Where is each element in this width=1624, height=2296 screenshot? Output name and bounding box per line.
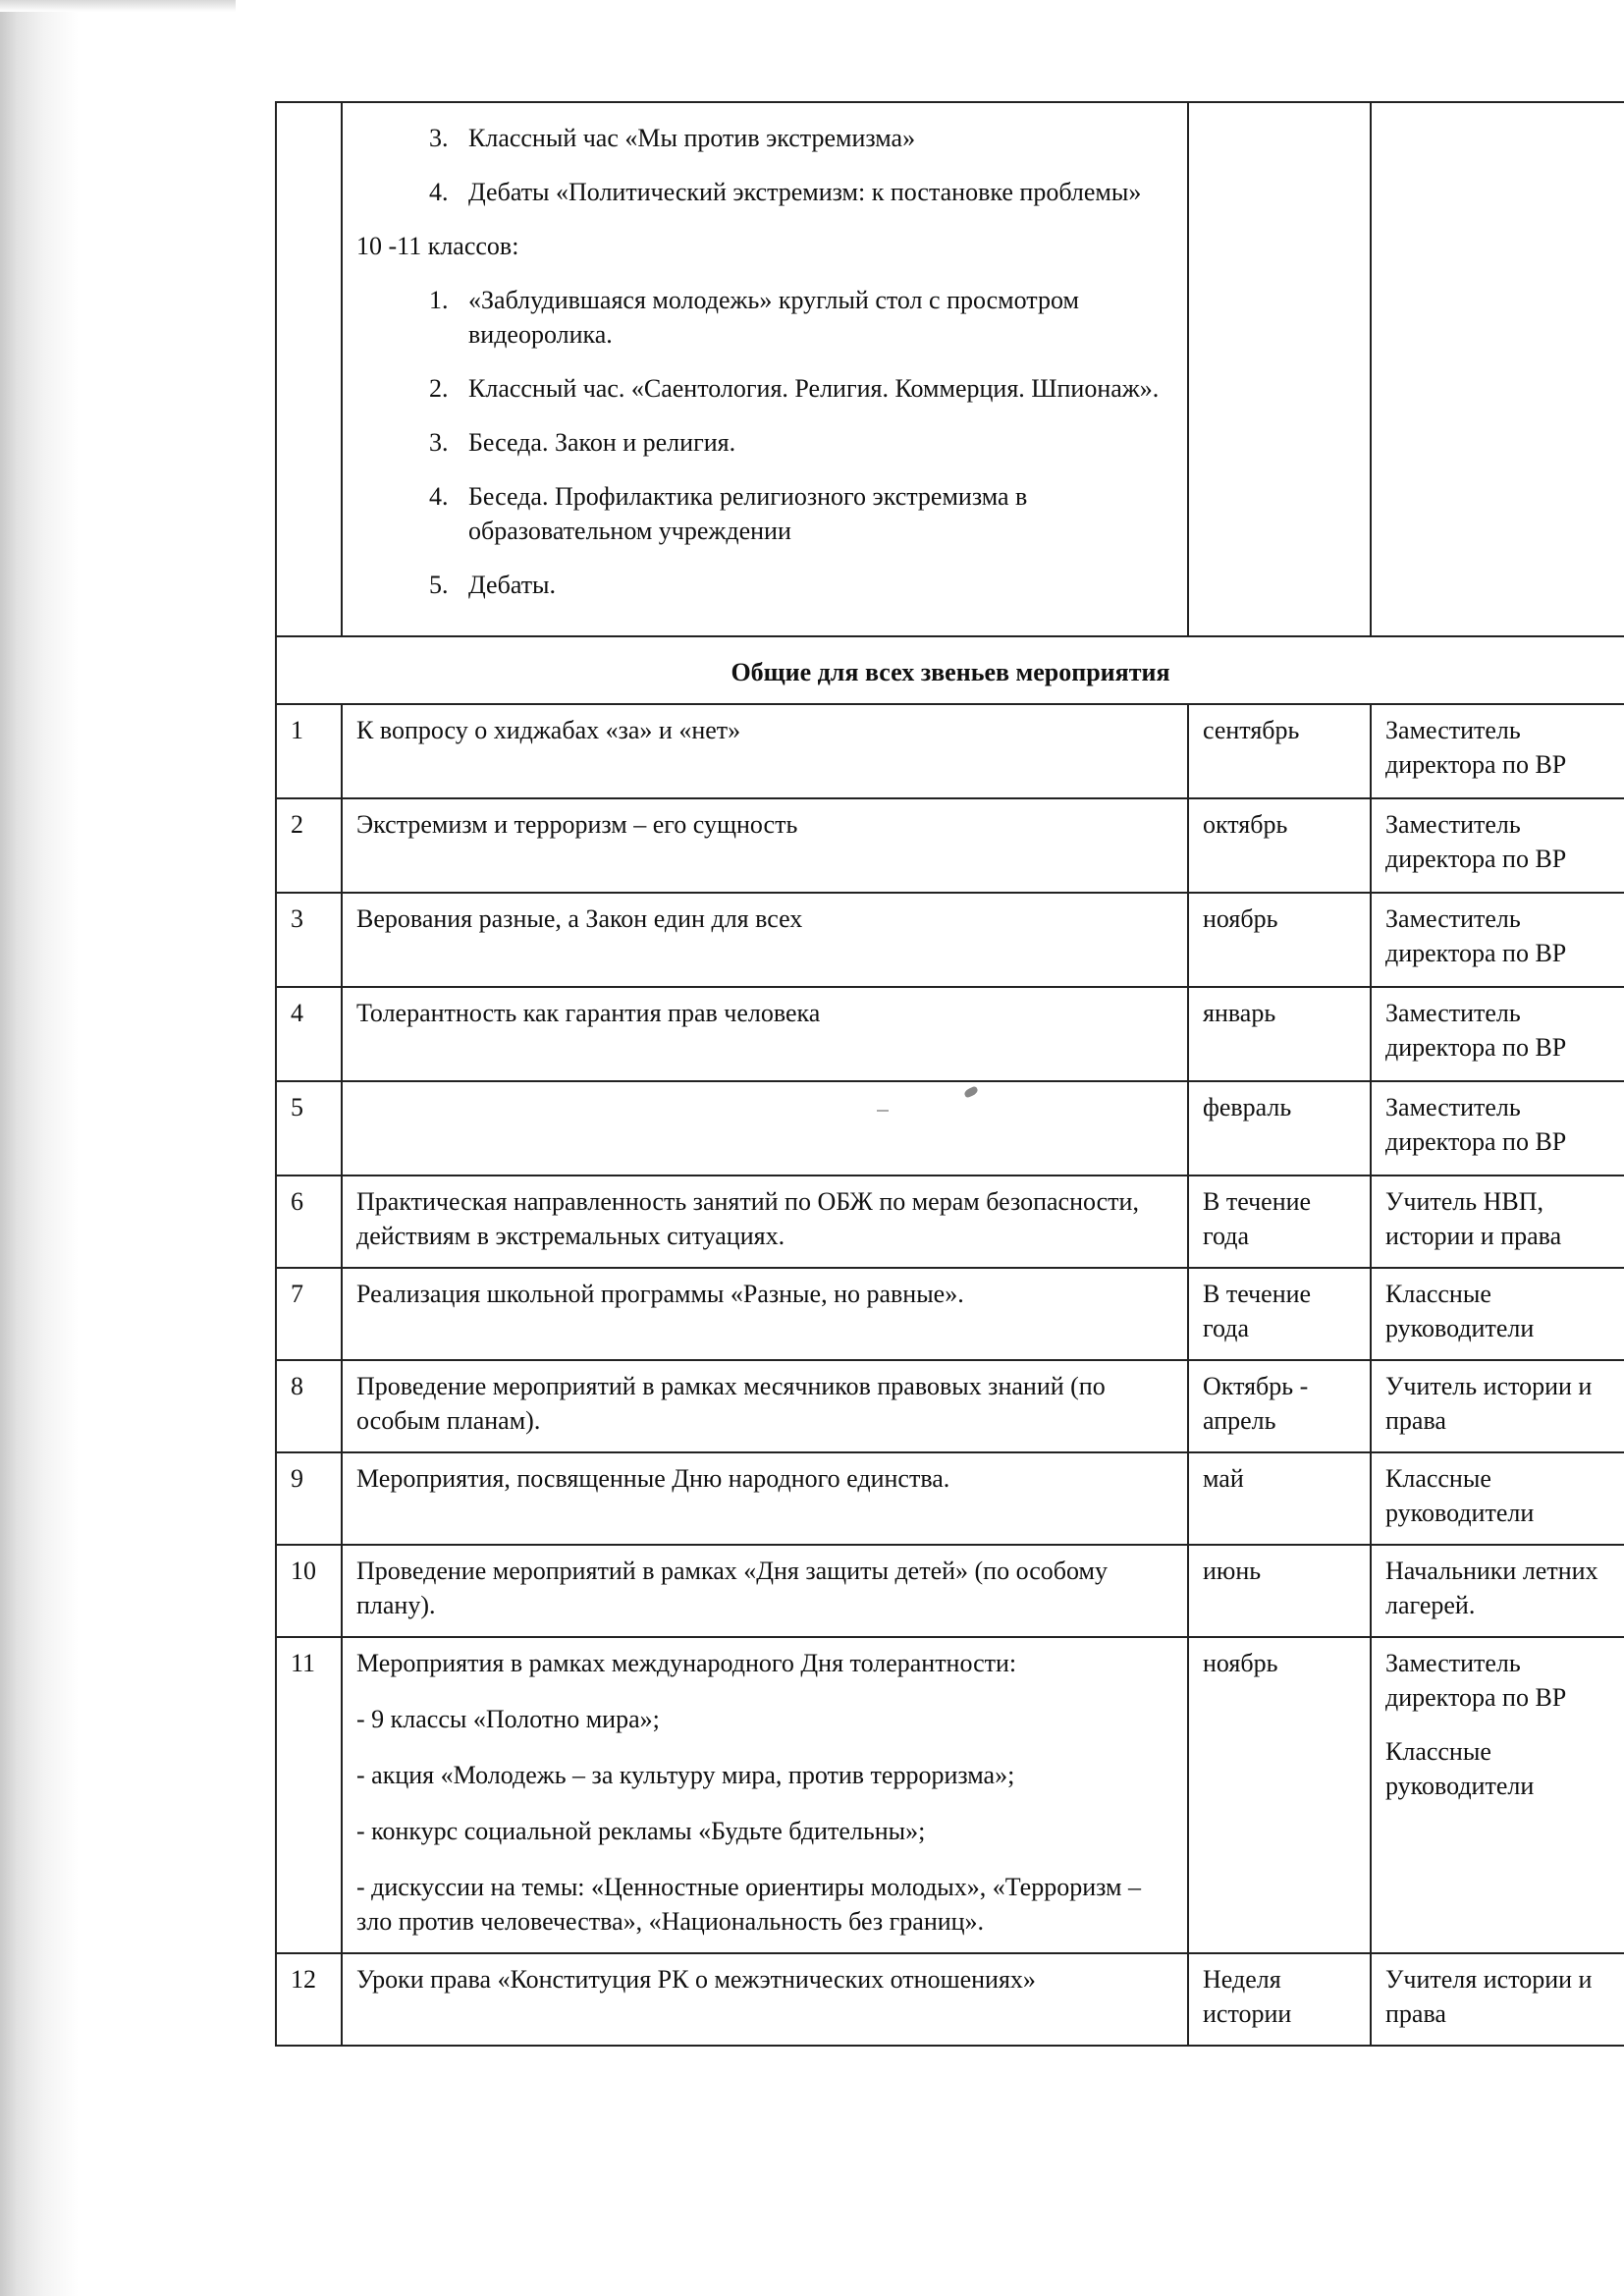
responsible-person: Классные руководители bbox=[1371, 1268, 1624, 1360]
event-list-b bbox=[356, 283, 1173, 602]
section-heading: Общие для всех звеньев мероприятия bbox=[276, 636, 1624, 704]
list-item: 3. Беседа. Закон и религия. bbox=[455, 425, 1173, 460]
event-date: октябрь bbox=[1188, 798, 1371, 893]
event-date: Октябрь - апрель bbox=[1188, 1360, 1371, 1452]
table-row bbox=[276, 987, 1624, 1081]
list-item: 1. «Заблудившаяся молодежь» круглый стол с просмотром видеоролика. bbox=[455, 283, 1173, 352]
list-item: 3. Классный час «Мы против экстремизма» bbox=[455, 121, 1173, 155]
event-date: В течение года bbox=[1188, 1175, 1371, 1268]
responsible-person: Начальники летних лагерей. bbox=[1371, 1545, 1624, 1637]
responsible-person: Заместитель директора по ВР bbox=[1371, 704, 1624, 798]
event-text: Экстремизм и терроризм – его сущность bbox=[342, 798, 1188, 893]
table-row bbox=[276, 1268, 1624, 1360]
event-date: май bbox=[1188, 1452, 1371, 1545]
event-text: Мероприятия, посвященные Дню народного единства. bbox=[342, 1452, 1188, 1545]
scan-artifact bbox=[877, 1110, 889, 1112]
event-paragraph: - акция «Молодежь – за культуру мира, против терроризма»; bbox=[356, 1761, 1015, 1789]
responsible-person: Заместитель директора по ВР bbox=[1371, 987, 1624, 1081]
event-date: Неделя истории bbox=[1188, 1953, 1371, 2046]
row-number: 4 bbox=[276, 987, 342, 1081]
table-row bbox=[276, 1637, 1624, 1953]
responsible-person: Классные руководители bbox=[1371, 1452, 1624, 1545]
event-date: июнь bbox=[1188, 1545, 1371, 1637]
responsible-person: Заместитель директора по ВР bbox=[1385, 1649, 1567, 1712]
event-text: Практическая направленность занятий по ОБЖ по мерам безопасности, действиям в экстремальных ситуациях. bbox=[342, 1175, 1188, 1268]
event-paragraph: - дискуссии на темы: «Ценностные ориентиры молодых», «Терроризм – зло против человечества», «Национальность без границ». bbox=[356, 1873, 1141, 1936]
event-text bbox=[342, 1081, 1188, 1175]
event-paragraph: - конкурс социальной рекламы «Будьте бдительны»; bbox=[356, 1817, 926, 1845]
responsible-person: Учитель истории и права bbox=[1371, 1360, 1624, 1452]
event-text: Реализация школьной программы «Разные, но равные». bbox=[342, 1268, 1188, 1360]
list-item: 4. Беседа. Профилактика религиозного экстремизма в образовательном учреждении bbox=[455, 479, 1173, 548]
responsible-person: Заместитель директора по ВР bbox=[1371, 893, 1624, 987]
table-row bbox=[276, 1175, 1624, 1268]
responsible-person: Классные руководители bbox=[1385, 1737, 1535, 1800]
row-number: 3 bbox=[276, 893, 342, 987]
row-number: 11 bbox=[276, 1637, 342, 1953]
table-row-continuation bbox=[276, 102, 1624, 636]
event-date: В течение года bbox=[1188, 1268, 1371, 1360]
row-number: 5 bbox=[276, 1081, 342, 1175]
event-paragraph: - 9 классы «Полотно мира»; bbox=[356, 1705, 660, 1733]
responsible-person: Заместитель директора по ВР bbox=[1371, 798, 1624, 893]
responsible-person: Заместитель директора по ВР bbox=[1371, 1081, 1624, 1175]
event-text: Проведение мероприятий в рамках «Дня защиты детей» (по особому плану). bbox=[342, 1545, 1188, 1637]
row-number: 9 bbox=[276, 1452, 342, 1545]
table-row bbox=[276, 704, 1624, 798]
row-number: 2 bbox=[276, 798, 342, 893]
event-text-multi bbox=[342, 1637, 1188, 1953]
event-date: ноябрь bbox=[1188, 1637, 1371, 1953]
event-text: Верования разные, а Закон един для всех bbox=[342, 893, 1188, 987]
group-heading: 10 -11 классов: bbox=[356, 232, 519, 260]
scan-shadow-edge bbox=[0, 0, 79, 2296]
event-text: Уроки права «Конституция РК о межэтнических отношениях» bbox=[342, 1953, 1188, 2046]
list-item: 2. Классный час. «Саентология. Религия. Коммерция. Шпионаж». bbox=[455, 371, 1173, 406]
table-row bbox=[276, 1545, 1624, 1637]
event-date: февраль bbox=[1188, 1081, 1371, 1175]
event-text: Толерантность как гарантия прав человека bbox=[342, 987, 1188, 1081]
list-item: 4. Дебаты «Политический экстремизм: к постановке проблемы» bbox=[455, 175, 1173, 209]
cell-resp-empty bbox=[1371, 102, 1624, 636]
event-date: январь bbox=[1188, 987, 1371, 1081]
cell-date-empty bbox=[1188, 102, 1371, 636]
table-row bbox=[276, 1081, 1624, 1175]
table-row bbox=[276, 1452, 1624, 1545]
event-text: Проведение мероприятий в рамках месячников правовых знаний (по особым планам). bbox=[342, 1360, 1188, 1452]
event-paragraph: Мероприятия в рамках международного Дня толерантности: bbox=[356, 1649, 1017, 1677]
events-table bbox=[275, 101, 1624, 2047]
row-number: 1 bbox=[276, 704, 342, 798]
cell-event-list bbox=[342, 102, 1188, 636]
row-number: 8 bbox=[276, 1360, 342, 1452]
table-row bbox=[276, 798, 1624, 893]
event-text: К вопросу о хиджабах «за» и «нет» bbox=[342, 704, 1188, 798]
event-list-a bbox=[356, 121, 1173, 209]
responsible-person: Учитель НВП, истории и права bbox=[1371, 1175, 1624, 1268]
scan-shadow-top bbox=[0, 0, 236, 12]
responsible-multi bbox=[1371, 1637, 1624, 1953]
list-item: 5. Дебаты. bbox=[455, 568, 1173, 602]
responsible-person: Учителя истории и права bbox=[1371, 1953, 1624, 2046]
section-heading-row bbox=[276, 636, 1624, 704]
event-date: ноябрь bbox=[1188, 893, 1371, 987]
table-row bbox=[276, 1360, 1624, 1452]
row-number: 7 bbox=[276, 1268, 342, 1360]
table-row bbox=[276, 893, 1624, 987]
event-date: сентябрь bbox=[1188, 704, 1371, 798]
row-number: 6 bbox=[276, 1175, 342, 1268]
cell-num-empty bbox=[276, 102, 342, 636]
row-number: 12 bbox=[276, 1953, 342, 2046]
table-row bbox=[276, 1953, 1624, 2046]
row-number: 10 bbox=[276, 1545, 342, 1637]
